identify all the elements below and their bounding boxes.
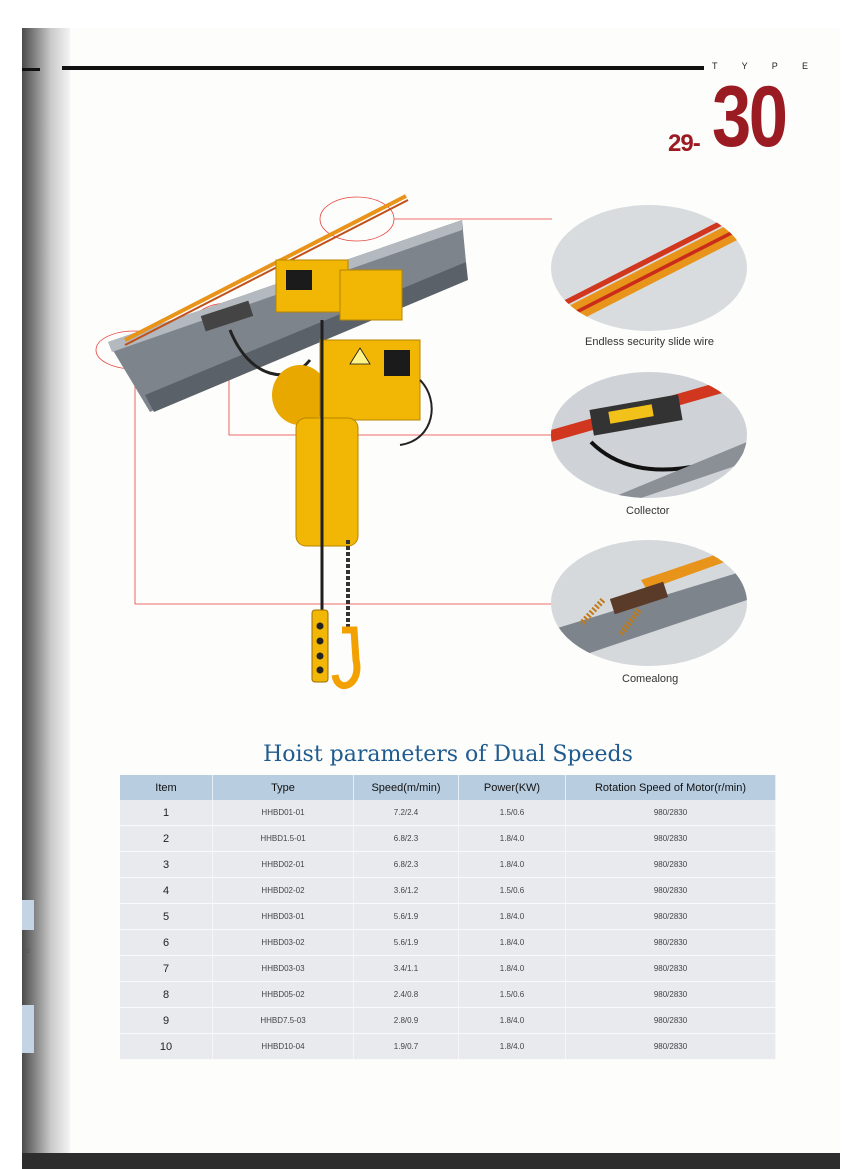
column-header-item: Item <box>120 775 213 800</box>
cell-motor-rotation: 980/2830 <box>566 852 776 878</box>
cell-item: 3 <box>120 852 213 878</box>
cell-speed: 7.2/2.4 <box>354 800 459 826</box>
cell-type: HHBD03-02 <box>213 930 354 956</box>
detail-collector <box>551 372 747 498</box>
facing-page-tab <box>22 1005 34 1053</box>
cell-speed: 2.4/0.8 <box>354 982 459 1008</box>
cell-item: 5 <box>120 904 213 930</box>
cell-power: 1.5/0.6 <box>459 982 566 1008</box>
cell-item: 6 <box>120 930 213 956</box>
caption-comealong: Comealong <box>622 673 679 685</box>
cell-speed: 1.9/0.7 <box>354 1034 459 1060</box>
cell-item: 8 <box>120 982 213 1008</box>
cell-speed: 3.6/1.2 <box>354 878 459 904</box>
facing-page-tab <box>22 900 34 930</box>
cell-motor-rotation: 980/2830 <box>566 956 776 982</box>
cell-type: HHBD05-02 <box>213 982 354 1008</box>
cell-power: 1.5/0.6 <box>459 878 566 904</box>
cell-item: 9 <box>120 1008 213 1034</box>
caption-collector: Collector <box>626 505 670 517</box>
cell-speed: 3.4/1.1 <box>354 956 459 982</box>
cell-speed: 6.8/2.3 <box>354 852 459 878</box>
caption-slide-wire: Endless security slide wire <box>585 336 714 348</box>
table-row <box>120 904 776 930</box>
table-row <box>120 930 776 956</box>
cell-item: 4 <box>120 878 213 904</box>
cell-type: HHBD03-01 <box>213 904 354 930</box>
cell-power: 1.5/0.6 <box>459 800 566 826</box>
cell-motor-rotation: 980/2830 <box>566 1034 776 1060</box>
cell-type: HHBD10-04 <box>213 1034 354 1060</box>
table-row <box>120 852 776 878</box>
table-row <box>120 982 776 1008</box>
cell-item: 7 <box>120 956 213 982</box>
type-letter: P <box>771 61 778 71</box>
electric-chain-hoist-illustration <box>90 190 570 710</box>
detail-comealong <box>551 540 747 666</box>
cell-motor-rotation: 980/2830 <box>566 982 776 1008</box>
column-header-speed: Speed(m/min) <box>354 775 459 800</box>
type-letter: E <box>801 61 808 71</box>
cell-item: 2 <box>120 826 213 852</box>
table-header-row <box>120 775 776 800</box>
comealong-trolley-closeup-icon <box>551 540 747 666</box>
cell-power: 1.8/4.0 <box>459 956 566 982</box>
cell-power: 1.8/4.0 <box>459 1008 566 1034</box>
cell-type: HHBD01-01 <box>213 800 354 826</box>
cell-power: 1.8/4.0 <box>459 826 566 852</box>
detail-slide-wire <box>551 205 747 331</box>
cell-power: 1.8/4.0 <box>459 852 566 878</box>
cell-speed: 2.8/0.9 <box>354 1008 459 1034</box>
cell-power: 1.8/4.0 <box>459 930 566 956</box>
type-letter: T <box>712 61 718 71</box>
page-number: 30 <box>712 69 786 165</box>
cell-type: HHBD7.5-03 <box>213 1008 354 1034</box>
table-row <box>120 826 776 852</box>
page-range-prefix: 29- <box>668 130 700 157</box>
cell-speed: 5.6/1.9 <box>354 930 459 956</box>
facing-page-number: 20 <box>22 948 30 955</box>
hoist-parameters-table <box>120 775 776 1060</box>
cell-item: 10 <box>120 1034 213 1060</box>
hook <box>335 630 357 686</box>
column-header-motor-rotation: Rotation Speed of Motor(r/min) <box>566 775 776 800</box>
table-row <box>120 800 776 826</box>
cell-motor-rotation: 980/2830 <box>566 1008 776 1034</box>
column-header-power: Power(KW) <box>459 775 566 800</box>
cell-speed: 6.8/2.3 <box>354 826 459 852</box>
cell-power: 1.8/4.0 <box>459 1034 566 1060</box>
cell-motor-rotation: 980/2830 <box>566 878 776 904</box>
table-row <box>120 1034 776 1060</box>
table-row <box>120 956 776 982</box>
current-collector-closeup-icon <box>551 372 747 498</box>
cell-motor-rotation: 980/2830 <box>566 904 776 930</box>
cell-speed: 5.6/1.9 <box>354 904 459 930</box>
cell-power: 1.8/4.0 <box>459 904 566 930</box>
table-title: Hoist parameters of Dual Speeds <box>263 742 633 767</box>
column-header-type: Type <box>213 775 354 800</box>
cell-type: HHBD1.5-01 <box>213 826 354 852</box>
slide-wire-closeup-icon <box>551 205 747 331</box>
cell-motor-rotation: 980/2830 <box>566 826 776 852</box>
cell-item: 1 <box>120 800 213 826</box>
type-letter: Y <box>741 61 748 71</box>
table-row <box>120 878 776 904</box>
chain-bag <box>296 418 358 546</box>
cell-type: HHBD03-03 <box>213 956 354 982</box>
table-row <box>120 1008 776 1034</box>
cell-type: HHBD02-02 <box>213 878 354 904</box>
cell-type: HHBD02-01 <box>213 852 354 878</box>
cell-motor-rotation: 980/2830 <box>566 800 776 826</box>
cell-motor-rotation: 980/2830 <box>566 930 776 956</box>
